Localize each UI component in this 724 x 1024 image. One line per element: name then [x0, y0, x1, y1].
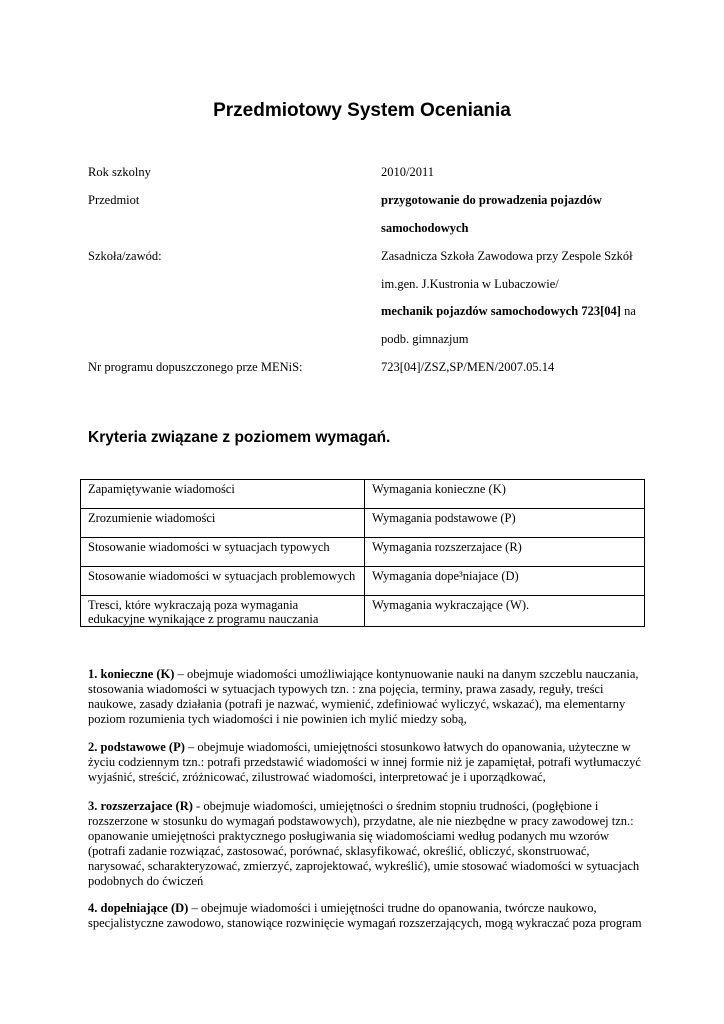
info-label-subject: Przedmiot [88, 193, 140, 207]
table-row [81, 567, 645, 596]
info-label-program-number: Nr programu dopuszczonego prze MENiS: [88, 360, 303, 374]
level-label: 3. rozszerzajace (R) [88, 799, 193, 813]
table-row [81, 538, 645, 567]
table-cell-skill: Stosowanie wiadomości w sytuacjach typowych [81, 538, 365, 567]
info-value-school-line3 [381, 303, 636, 319]
info-label-school: Szkoła/zawód: [88, 249, 162, 263]
table-cell-skill: Stosowanie wiadomości w sytuacjach problemowych [81, 567, 365, 596]
level-paragraph-d [88, 901, 648, 931]
level-paragraph-k [88, 667, 648, 727]
level-text: – obejmuje wiadomości i umiejętności trudne do opanowania, twórcze naukowo, specjalistyczne zawodowo, stanowiące rozwinięcie wymagań rozszerzających, mogą wykraczać poza program [88, 901, 642, 930]
level-paragraph-r [88, 799, 648, 889]
info-value-subject-line1: przygotowanie do prowadzenia pojazdów [381, 193, 602, 207]
level-paragraph-p [88, 740, 648, 785]
info-value-profession-suffix: na [620, 304, 636, 318]
table-cell-requirement: Wymagania rozszerzajace (R) [365, 538, 645, 567]
table-cell-skill: Tresci, które wykraczają poza wymagania edukacyjne wynikające z programu nauczania [81, 596, 365, 627]
table-row [81, 509, 645, 538]
level-label: 2. podstawowe (P) [88, 740, 185, 754]
info-value-subject-line2: samochodowych [381, 221, 469, 235]
table-cell-requirement: Wymagania dope³niajace (D) [365, 567, 645, 596]
info-value-profession: mechanik pojazdów samochodowych 723[04] [381, 304, 621, 318]
info-value-school-year: 2010/2011 [381, 165, 435, 179]
criteria-table [80, 479, 645, 627]
table-cell-requirement: Wymagania wykraczające (W). [365, 596, 645, 627]
info-value-program-number: 723[04]/ZSZ,SP/MEN/2007.05.14 [381, 360, 555, 374]
level-text: - obejmuje wiadomości, umiejętności o średnim stopniu trudności, (pogłębione i rozszerzone w stosunku do wymagań podstawowych), przydatne, ale nie niezbędne w pracy zawodowej tzn.: opanowanie umiejętności praktycznego posługiwania się wiadomościami według podanych mu wzorów (potrafi zadanie rozwiązać, zastosować, porównać, sklasyfikować, określić, obliczyć, skonstruować, narysować, scharakteryzować, zmierzyć, zaprojektować, wykreślić), umie stosować wiadomości w sytuacjach podobnych do ćwiczeń [88, 799, 640, 888]
table-cell-skill: Zrozumienie wiadomości [81, 509, 365, 538]
info-value-school-line1: Zasadnicza Szkoła Zawodowa przy Zespole Szkół [381, 249, 633, 263]
table-row [81, 480, 645, 509]
level-label: 4. dopełniające (D) [88, 901, 189, 915]
table-cell-skill: Zapamiętywanie wiadomości [81, 480, 365, 509]
level-text: – obejmuje wiadomości umożliwiające kontynuowanie nauki na danym szczeblu nauczania, stosowania wiadomości w sytuacjach typowych tzn. : zna pojęcia, terminy, prawa zasady, reguły, treści naukowe, zasady działania (potrafi je nazwać, wymienić, zdefiniować wyliczyć, wskazać), ma elementarny poziom rozumienia tych wiadomości i nie powinien ich mylić miedzy sobą, [88, 667, 639, 726]
table-row [81, 596, 645, 627]
criteria-heading: Kryteria związane z poziomem wymagań. [88, 429, 391, 446]
info-value-school-line2: im.gen. J.Kustronia w Lubaczowie/ [381, 277, 559, 291]
page-title: Przedmiotowy System Oceniania [213, 100, 511, 121]
level-text: – obejmuje wiadomości, umiejętności stosunkowo łatwych do opanowania, użyteczne w życiu codziennym tzn.: potrafi przedstawić wiadomości w innej formie niż je zapamiętał, potrafi wytłumaczyć wyjaśnić, streścić, zróżnicować, zilustrować wiadomości, interpretować je i uporządkować, [88, 740, 641, 784]
info-value-school-line4: podb. gimnazjum [381, 332, 469, 346]
info-label-school-year: Rok szkolny [88, 165, 151, 179]
level-label: 1. konieczne (K) [88, 667, 175, 681]
table-cell-requirement: Wymagania konieczne (K) [365, 480, 645, 509]
table-cell-requirement: Wymagania podstawowe (P) [365, 509, 645, 538]
